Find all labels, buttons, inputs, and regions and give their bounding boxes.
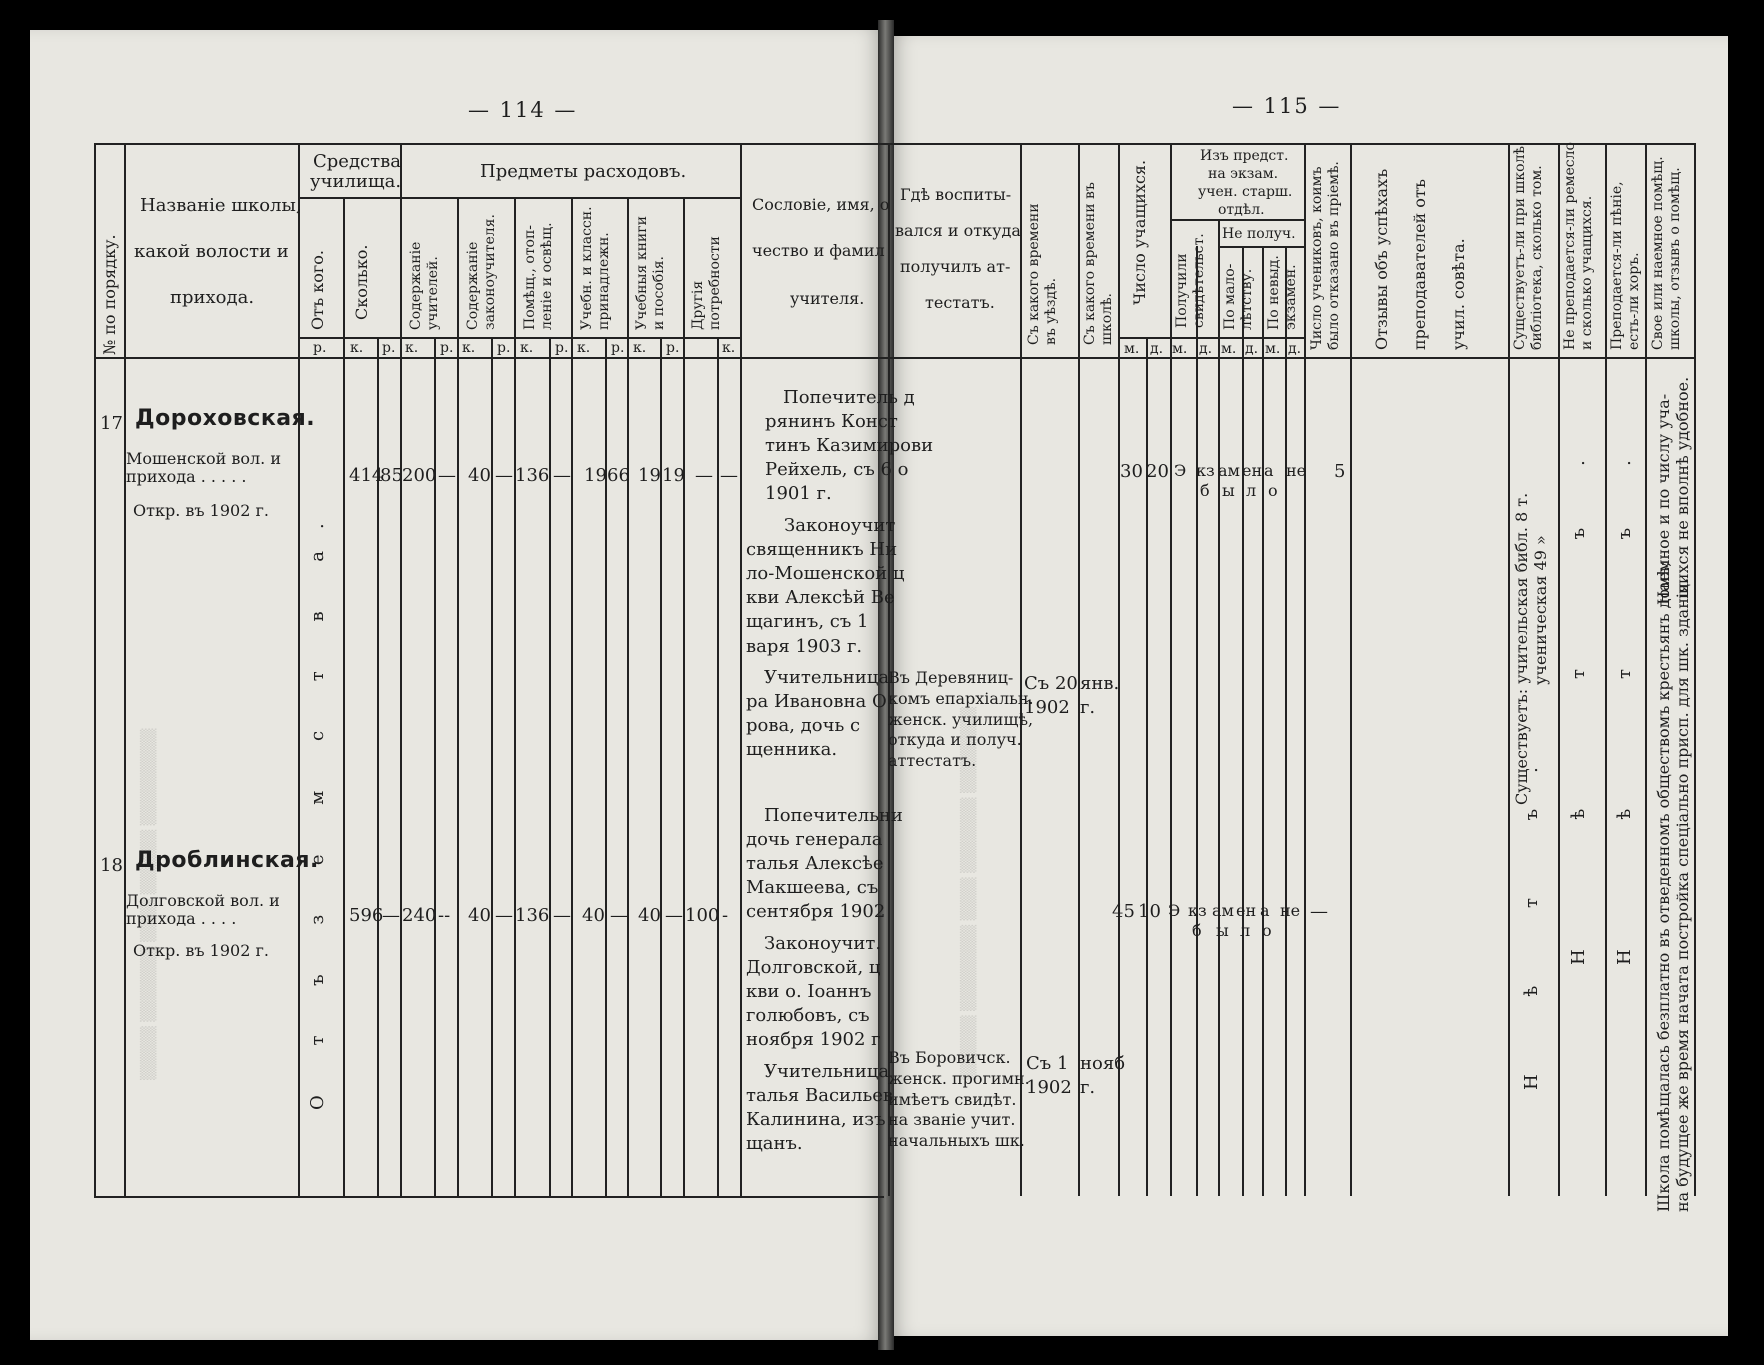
header-exp-law: Содержаніе законоучителя.	[465, 214, 498, 330]
teacher-entry: Законоучит священникъ Ни ло-Мошенской ц кви Алексѣй Ве щагинъ, съ 1 варя 1903 г.	[746, 515, 905, 657]
opened: Откр. въ 1902 г.	[133, 501, 269, 520]
header-exp-premises: Помѣщ., отоп- леніе и освѣщ.	[522, 222, 555, 330]
header-exp-supplies: Учебн. и классн. принадлежн.	[579, 206, 612, 330]
header-funds-from: Отъ кого.	[308, 250, 327, 330]
parish: Мошенской вол. и	[126, 449, 282, 468]
parish: Долговской вол. и	[126, 891, 280, 910]
row-number: 17	[100, 413, 123, 434]
page-number-right: — 115 —	[1232, 94, 1342, 118]
craft-cell: Н ѣ т ъ.	[1568, 398, 1589, 965]
library-row17: Существуетъ: учительская библ. 8 т. ученическая 49 »	[1512, 492, 1551, 805]
opened: Откр. въ 1902 г.	[133, 941, 269, 960]
header-expenses: Предметы расходовъ.	[480, 161, 687, 182]
book-spread: — 114 — — 115 — ▒▒▒▒▒ ▒▒▒▒▒▒▒ ▒▒▒▒ ▒▒▒▒▒▒ ▒▒▒▒▒▒▒▒▒ ▒▒▒▒▒▒ ▒▒▒▒▒▒▒▒ ▒▒▒▒ ▒▒▒▒▒▒▒ ▒▒▒▒▒▒▒▒ № по порядку. Названіе школы, какой волости и прихода. Средства училища. Отъ кого. Сколько. Предметы расходовъ. Содержаніе учителей. Содержаніе законоучителя. Помѣщ., отоп- леніе и освѣщ. Учебн. и классн. принадлежн. Учебныя книги и пособія. Другія потребности р. к. р. к. р. к. р. к. р. к. р. к. р. к. Сословіе, имя, о чество и фамил учителя. Гдѣ воспиты- вался и откуда получилъ ат- тестатъ. Съ какого времени въ уѣздѣ. Съ какого времени въ школѣ. Число учащихся. м. д. Изъ предст. на экзам. учен. старш. отдѣл. Не получ. Получили свидѣтельст. По мало- лѣтству. По невыд. экзамен. м. д. м. д. м. д. Число учениковъ, коимъ было отказано въ пріемѣ. Отзывы объ успѣхахъ преподавателей отъ учил. совѣта. Существуетъ-ли при школѣ библіотека, сколько том. Не преподается-ли ремесло и сколько учащихся. Преподается-ли пѣніе, есть-ли хоръ. Свое или наемное помѣщ. школы, отзывъ о помѣщ. 17 Дороховская. Мошенской вол. и прихода . . . . . Откр. въ 1902 г. 414 85 200 — 40 — 136 — 19 66 19 19 — — Попечитель д рянинъ Конст тинъ Казимирови Рейхель, съ 6 о 1901 г. Законоучит священникъ Ни ло-Мошенской ц кви Алексѣй Ве щагинъ, съ 1 варя 1903 г. Учительница ра Ивановна О рова, дочь с щенника. Въ Деревяниц- комъ епархіальн. женск. училищѣ, откуда и получ. аттестатъ. Съ 20 1902 янв. г. 30 20 Э кз ам ен а не б ы л о 5 18 Дроблинская. Долговской вол. и прихода . . . . Откр. въ 1902 г. 596 — 240 -- 40 — 136 — 40 — 40 — 100 - Попечительни дочь генерала талья Алексѣе Макшеева, съ сентября 1902 Законоучит. Долговской, ц кви о. Іоаннъ голюбовъ, съ ноября 1902 г Учительница талья Васильев Калинина, изъ щанъ. Въ Боровичск. женск. прогимн. имѣетъ свидѣт. на званіе учит. начальныхъ шк. Съ 1 1902 нояб г. 45 10 Э кз ам ен а не б ы л о — О т ъ з е м с т в а. Существуетъ: учительская библ. 8 т. ученическая 49 » Н ѣ т ъ. Н ѣ т ъ. Н ѣ т ъ. Наемное и по числу уча- щихся не вполнѣ удобное. Школа помѣщалась безплатно въ отведенномъ обществомъ крестьянъ домѣ; на будущее же время начата постройка спеціально присп. для шк. зданія.	[0, 0, 1764, 1365]
teacher-entry: Учительница ра Ивановна О рова, дочь с щенника.	[746, 667, 890, 761]
educated-entry: Въ Боровичск. женск. прогимн. имѣетъ свидѣт. на званіе учит. начальныхъ шк.	[888, 1048, 1030, 1151]
header-funds-amount: Сколько.	[352, 244, 371, 320]
teacher-entry: Учительница талья Васильев Калинина, изъ щанъ.	[746, 1061, 894, 1155]
school-name: Дороховская.	[135, 406, 316, 431]
funds-from-zemstvo: О т ъ з е м с т в а.	[307, 501, 328, 1110]
unit-students-d: д.	[1150, 341, 1164, 357]
header-reviews: Отзывы объ успѣхахъ преподавателей отъ учил. совѣта.	[1372, 168, 1468, 350]
since-district: Съ 1 1902	[1026, 1053, 1072, 1099]
singing-cell: Н ѣ т ъ.	[1614, 398, 1635, 965]
header-refused: Число учениковъ, коимъ было отказано въ пріемѣ.	[1309, 161, 1342, 350]
header-no: № по порядку.	[100, 234, 119, 355]
since-school: нояб г.	[1080, 1053, 1126, 1099]
teacher-entry: Попечитель д рянинъ Конст тинъ Казимирови Рейхель, съ 6 о 1901 г.	[765, 387, 934, 505]
building-row17: Наемное и по числу уча- щихся не вполнѣ удобное.	[1654, 376, 1693, 605]
header-exam-received: Получили свидѣтельст.	[1174, 233, 1207, 328]
header-exam-not: Не получ.	[1222, 226, 1296, 242]
parish: прихода . . . . .	[126, 467, 247, 486]
since-district: Съ 20 1902	[1024, 673, 1078, 719]
header-library: Существуетъ-ли при школѣ библіотека, сколько том.	[1512, 146, 1545, 350]
header-since-district: Съ какого времени въ уѣздѣ.	[1026, 203, 1059, 345]
header-exam-absent: По невыд. экзамен.	[1266, 255, 1299, 330]
building-row18: Школа помѣщалась безплатно въ отведенномъ обществомъ крестьянъ домѣ; на будущее же время начата постройка спеціально присп. для шк. зданія.	[1654, 561, 1693, 1212]
row-number: 18	[100, 855, 123, 876]
teacher-entry: Попечительни дочь генерала талья Алексѣе Макшеева, съ сентября 1902	[746, 805, 903, 923]
bleed-through-text: ▒▒▒▒▒▒ ▒▒▒▒▒▒▒▒ ▒▒▒▒ ▒▒▒▒▒▒▒ ▒▒▒▒▒▒▒▒	[961, 706, 977, 1080]
teacher-entry: Законоучит. Долговской, ц кви о. Іоаннъ голюбовъ, съ ноября 1902 г	[746, 933, 882, 1051]
header-students: Число учащихся.	[1130, 159, 1149, 305]
header-exp-teachers: Содержаніе учителей.	[408, 241, 441, 330]
header-exp-books: Учебныя книги и пособія.	[634, 216, 667, 330]
bleed-through-text: ▒▒▒▒▒ ▒▒▒▒▒▒▒ ▒▒▒▒ ▒▒▒▒▒▒ ▒▒▒▒▒▒▒▒▒	[141, 728, 157, 1080]
header-singing: Преподается-ли пѣніе, есть-ли хоръ.	[1609, 181, 1642, 350]
library-row18: Н ѣ т ъ.	[1521, 731, 1542, 1090]
header-since-school: Съ какого времени въ школѣ.	[1082, 182, 1115, 345]
header-craft: Не преподается-ли ремесло и сколько учащихся.	[1562, 142, 1595, 350]
parish: прихода . . . .	[126, 909, 237, 928]
school-name: Дроблинская.	[135, 848, 319, 873]
header-building: Свое или наемное помѣщ. школы, отзывъ о помѣщ.	[1650, 156, 1683, 350]
since-school: янв. г.	[1080, 673, 1120, 719]
header-exam-young: По мало- лѣтству.	[1222, 263, 1255, 330]
unit-students-m: м.	[1124, 341, 1140, 357]
page-number-left: — 114 —	[468, 98, 578, 122]
header-exp-other: Другія потребности	[690, 236, 723, 330]
educated-entry: Въ Деревяниц- комъ епархіальн. женск. училищѣ, откуда и получ. аттестатъ.	[888, 668, 1034, 771]
